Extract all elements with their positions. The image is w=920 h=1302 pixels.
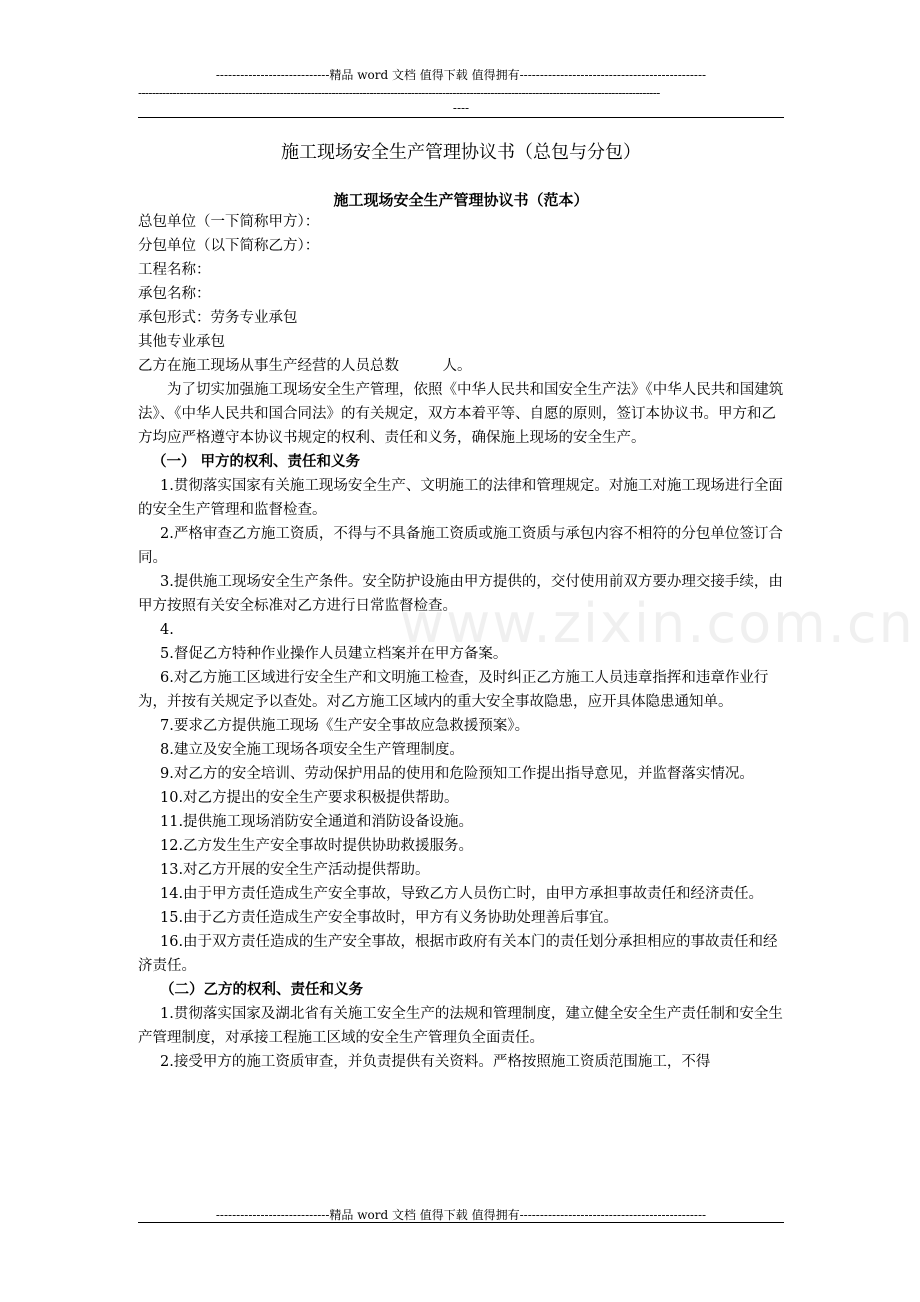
header-dashes-tail: ---- bbox=[452, 101, 470, 115]
section1-item: 15.由于乙方责任造成生产安全事故时，甲方有义务协助处理善后事宜。 bbox=[160, 910, 619, 926]
section1-item: 13.对乙方开展的安全生产活动提供帮助。 bbox=[160, 862, 430, 878]
section1-item: 9.对乙方的安全培训、劳动保护用品的使用和危险预知工作提出指导意见，并监督落实情况。 bbox=[160, 766, 754, 782]
watermark: www.zixin.com.cn bbox=[400, 592, 915, 655]
section1-item: 14.由于甲方责任造成生产安全事故，导致乙方人员伤亡时，由甲方承担事故责任和经济责任。 bbox=[160, 886, 764, 902]
section1-item: 5.督促乙方特种作业操作人员建立档案并在甲方备案。 bbox=[160, 646, 508, 662]
header-dashes: ------------------------------------------------------------------------------------------------------------------------------------------------------- bbox=[138, 86, 660, 100]
section1-item: 6.对乙方施工区域进行安全生产和文明施工检查，及时纠正乙方施工人员违章指挥和违章作业行为，并按有关规定予以查处。对乙方施工区域内的重大安全事故隐患，应开具体隐患通知单。 bbox=[138, 670, 769, 710]
section2-item: 2.接受甲方的施工资质审查，并负责提供有关资料。严格按照施工资质范围施工，不得 bbox=[160, 1054, 711, 1070]
field-staff-count: 乙方在施工现场从事生产经营的人员总数 人。 bbox=[138, 358, 472, 374]
document-subtitle: 施工现场安全生产管理协议书（范本） bbox=[333, 191, 589, 209]
section1-heading: （一） 甲方的权利、责任和义务 bbox=[152, 453, 361, 470]
section1-item: 16.由于双方责任造成的生产安全事故，根据市政府有关本门的责任划分承担相应的事故责任和经济责任。 bbox=[138, 934, 778, 974]
section1-item: 1.贯彻落实国家有关施工现场安全生产、文明施工的法律和管理规定。对施工对施工现场进行全面的安全生产管理和监督检查。 bbox=[138, 478, 783, 518]
field-contract-name: 承包名称： bbox=[138, 286, 211, 302]
footer-banner: ----------------------------精品 word 文档 值得下载 值得拥有---------------------------------------------- bbox=[215, 1208, 707, 1222]
header-rule bbox=[138, 117, 784, 118]
section2-item: 1.贯彻落实国家及湖北省有关施工安全生产的法规和管理制度，建立健全安全生产责任制和安全生产管理制度，对承接工程施工区域的安全生产管理负全面责任。 bbox=[138, 1006, 783, 1046]
intro-paragraph: 为了切实加强施工现场安全生产管理，依照《中华人民共和国安全生产法》《中华人民共和国建筑法》、《中华人民共和国合同法》的有关规定，双方本着平等、自愿的原则，签订本协议书。甲方和乙方均应严格遵守本协议书规定的权利、责任和义务，确保施上现场的安全生产。 bbox=[138, 382, 784, 446]
field-general-contractor: 总包单位（一下简称甲方）： bbox=[138, 214, 320, 230]
section1-item: 4. bbox=[160, 622, 174, 638]
section1-item: 11.提供施工现场消防安全通道和消防设备设施。 bbox=[160, 814, 474, 830]
document-title: 施工现场安全生产管理协议书（总包与分包） bbox=[281, 142, 641, 163]
section1-item: 8.建立及安全施工现场各项安全生产管理制度。 bbox=[160, 742, 464, 758]
section1-item: 3.提供施工现场安全生产条件。安全防护设施由甲方提供的，交付使用前双方要办理交接手续，由甲方按照有关安全标准对乙方进行日常监督检查。 bbox=[138, 574, 783, 614]
field-project-name: 工程名称： bbox=[138, 262, 211, 278]
section1-item: 7.要求乙方提供施工现场《生产安全事故应急救援预案》。 bbox=[160, 718, 530, 734]
footer-rule bbox=[138, 1222, 784, 1223]
document-body bbox=[138, 210, 786, 1074]
section1-item: 2.严格审查乙方施工资质，不得与不具备施工资质或施工资质与承包内容不相符的分包单位签订合同。 bbox=[138, 526, 783, 566]
section1-item: 12.乙方发生生产安全事故时提供协助救援服务。 bbox=[160, 838, 474, 854]
header-banner: ----------------------------精品 word 文档 值得下载 值得拥有---------------------------------------------- bbox=[215, 68, 707, 82]
field-subcontractor: 分包单位（以下简称乙方）： bbox=[138, 238, 320, 254]
section2-heading: （二）乙方的权利、责任和义务 bbox=[160, 981, 363, 998]
section1-item: 10.对乙方提出的安全生产要求积极提供帮助。 bbox=[160, 790, 459, 806]
field-contract-form: 承包形式：劳务专业承包 bbox=[138, 310, 298, 326]
field-other-contract: 其他专业承包 bbox=[138, 334, 225, 350]
